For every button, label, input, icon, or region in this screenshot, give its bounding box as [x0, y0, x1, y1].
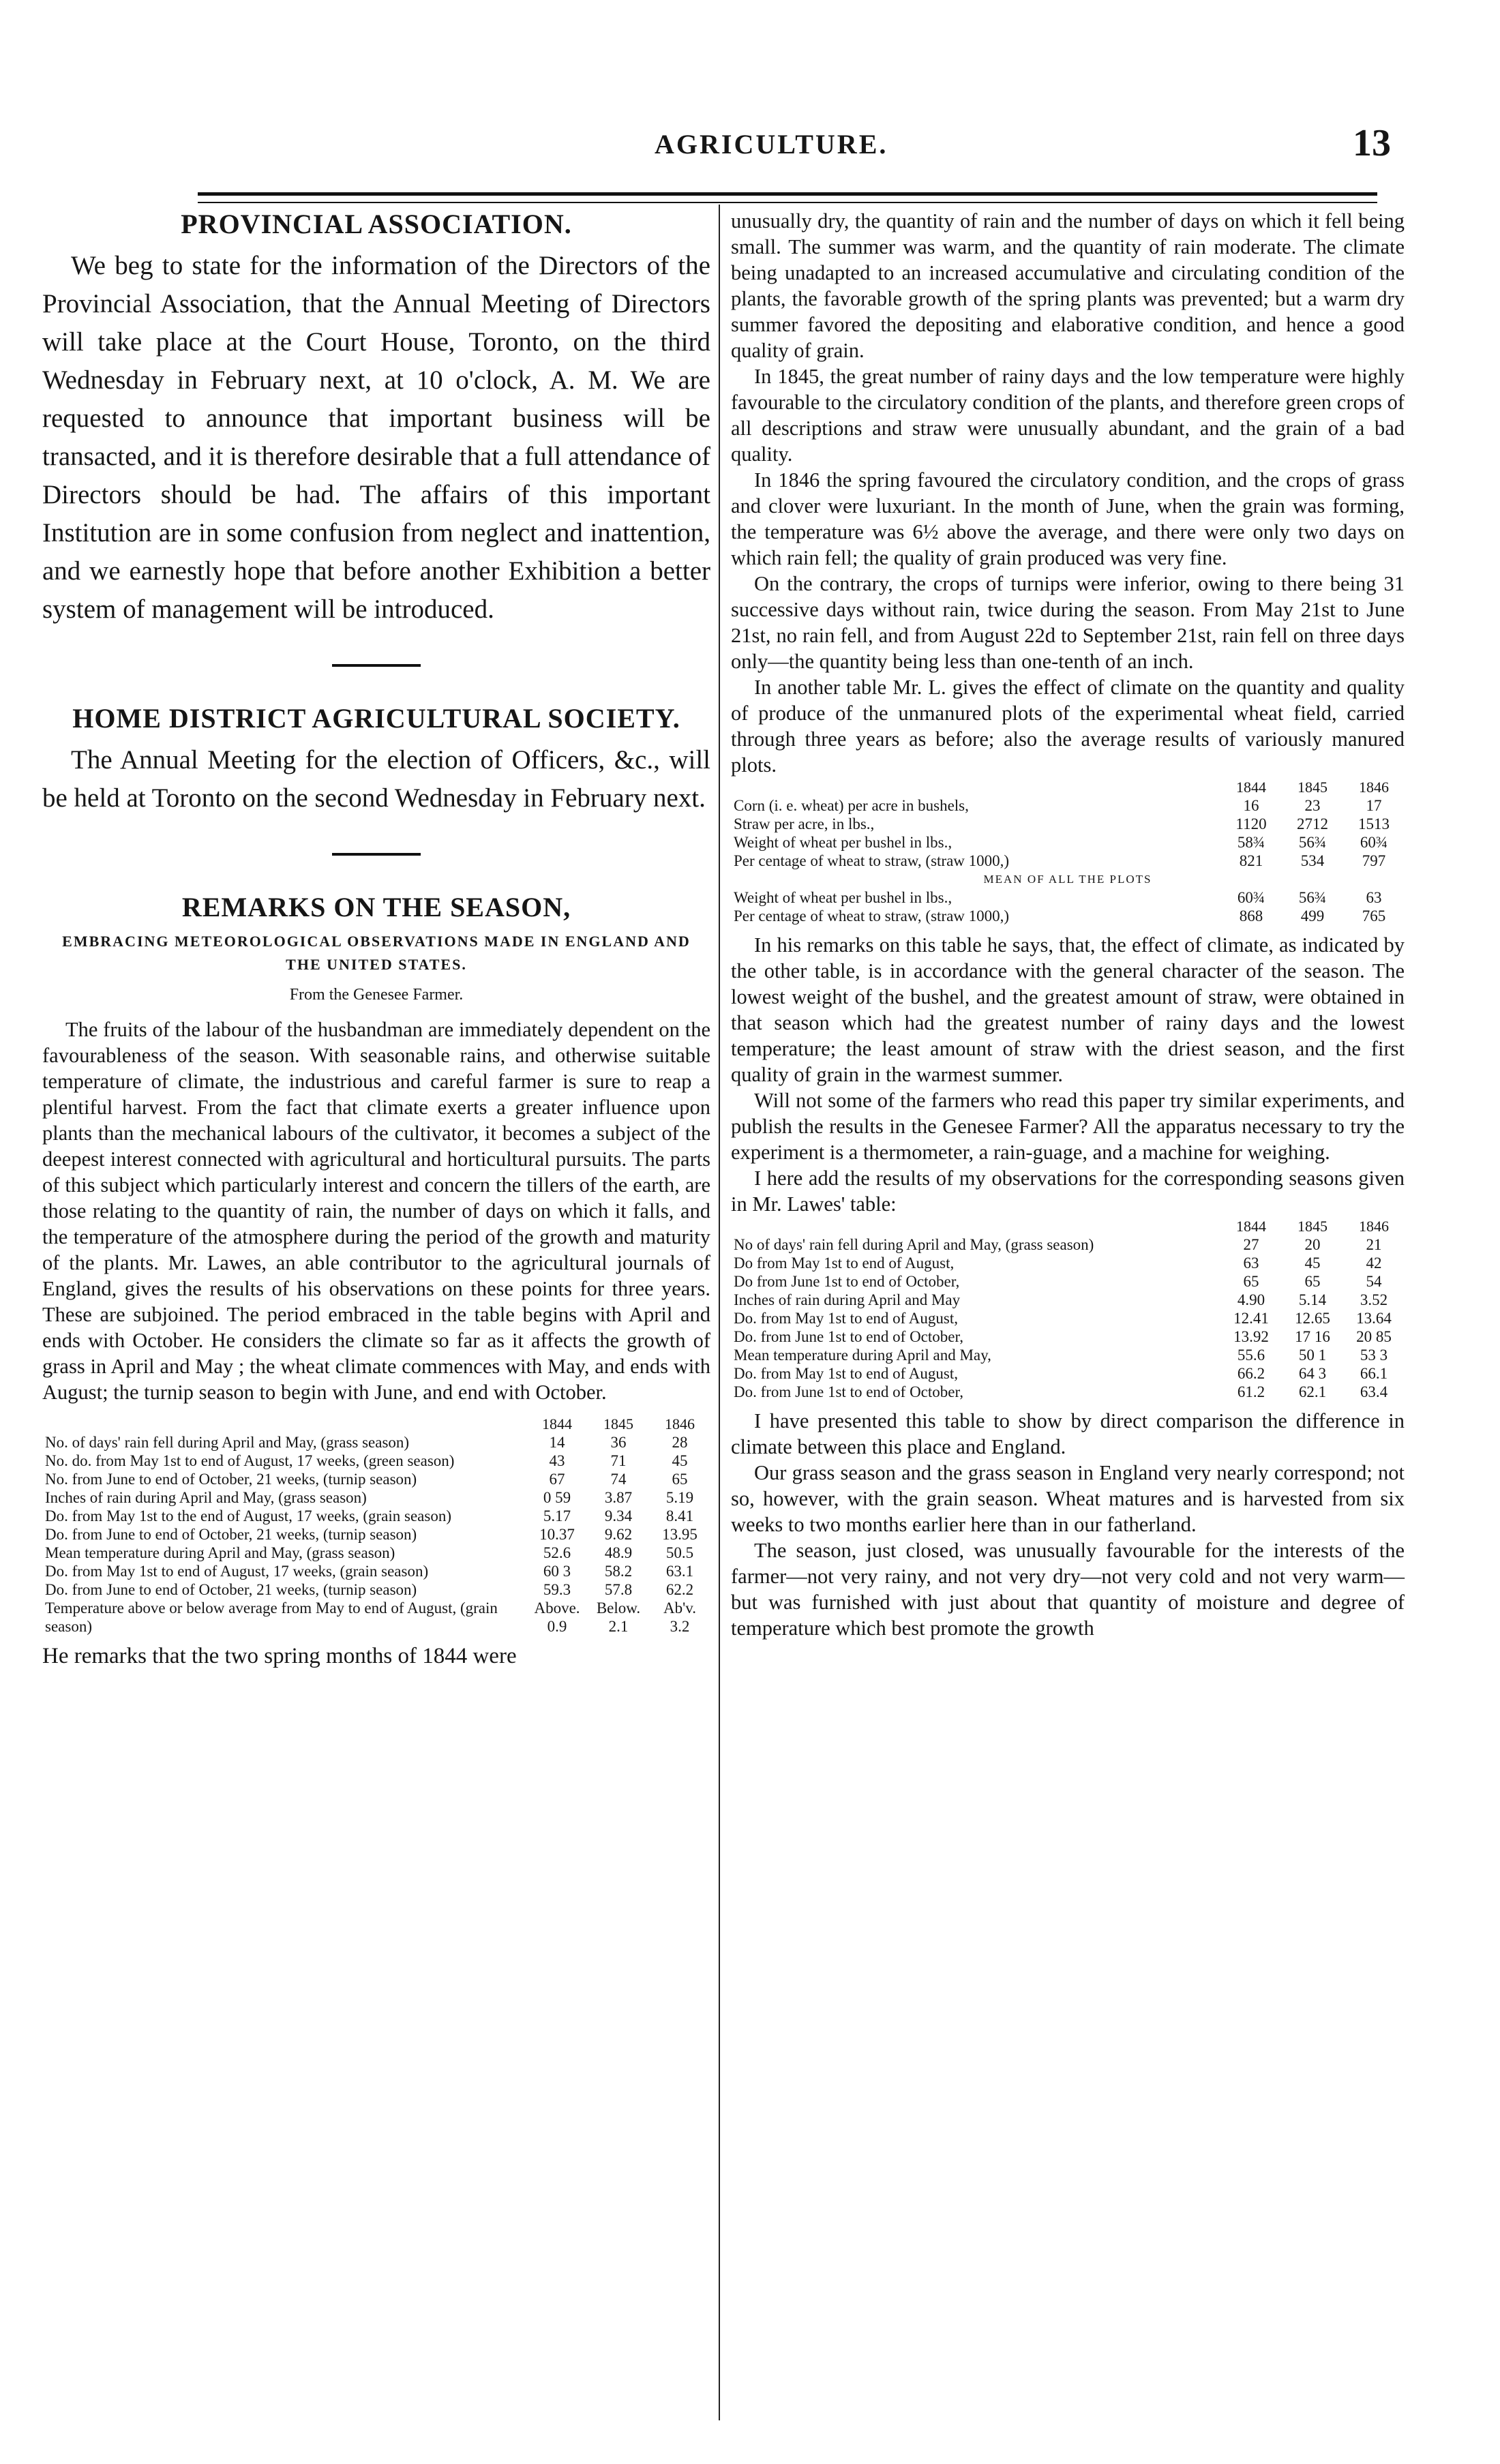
remarks-title: REMARKS ON THE SEASON,	[181, 892, 571, 922]
table-header-cell	[731, 1217, 1220, 1235]
table-row	[42, 1599, 710, 1617]
cell-1845: 62.1	[1298, 1383, 1327, 1400]
row-label: Do. from June 1st to end of October,	[734, 1328, 963, 1345]
cell-1846: 63.4	[1360, 1383, 1388, 1400]
cell-1844: 16	[1243, 797, 1259, 814]
paragraph: In his remarks on this table he says, that, the effect of climate, as indicated by the other table, is in accordance with the general character of the season. The lowest weight of the bushel, and the greatest amount of straw, were obtained in that season which had the greatest number of rainy days and the lowest temperature; the least amount of straw with the driest season, and the first quality of grain in the warmest summer.	[731, 933, 1405, 1086]
table-header-row	[731, 1217, 1405, 1235]
table-row	[731, 1254, 1405, 1272]
column-divider	[719, 205, 720, 2420]
table-row	[731, 815, 1405, 833]
cell-1845: 9.62	[604, 1526, 633, 1543]
cell-1846: 65	[672, 1471, 688, 1488]
cell-1845: 9.34	[604, 1507, 633, 1524]
table-header-row	[42, 1415, 710, 1433]
cell-1846: 21	[1366, 1236, 1382, 1253]
cell-1845: 56¾	[1298, 889, 1327, 906]
table-row	[42, 1562, 710, 1580]
remarks-closing: He remarks that the two spring months of 1844 were	[42, 1644, 517, 1668]
table-row	[42, 1433, 710, 1452]
cell-1845: 20	[1304, 1236, 1321, 1253]
cell-1846: 5.19	[665, 1489, 694, 1506]
cell-1846: 13.64	[1356, 1310, 1392, 1327]
cell-1844: 67	[549, 1471, 565, 1488]
cell-1846: 13.95	[662, 1526, 698, 1543]
cell-1845: 56¾	[1298, 834, 1327, 851]
row-label: No. do. from May 1st to end of August, 17 weeks, (green season)	[45, 1452, 455, 1469]
remarks-subtitle: EMBRACING METEOROLOGICAL OBSERVATIONS MADE IN ENGLAND AND THE UNITED STATES.	[62, 933, 691, 973]
cell-1846: 1513	[1358, 815, 1390, 832]
row-label: Do from May 1st to end of August,	[734, 1254, 955, 1272]
cell-1845: 64 3	[1298, 1365, 1327, 1382]
row-label: No. of days' rain fell during April and May, (grass season)	[45, 1434, 410, 1451]
paragraph: I here add the results of my observations for the corresponding seasons given in Mr. Lawes' table:	[731, 1167, 1405, 1216]
cell-1844: 1120	[1235, 815, 1267, 832]
paragraph: On the contrary, the crops of turnips were inferior, owing to there being 31 successive days without rain, twice during the season. From May 21st to June 21st, no rain fell, and from August 22d to September 21st, rain fell on three days only—the quantity being less than one-tenth of an inch.	[731, 572, 1405, 673]
cell-1846: 63.1	[665, 1563, 694, 1580]
cell-1845: 5.14	[1298, 1291, 1327, 1308]
paragraph: Will not some of the farmers who read this paper try similar experiments, and publish the results in the Genesee Farmer? All the apparatus necessary to try the experiment is a thermometer, a rain-guage, and a machine for weighing.	[731, 1089, 1405, 1164]
cell-1845: 2.1	[608, 1618, 629, 1635]
cell-1844: 61.2	[1237, 1383, 1265, 1400]
cell-1844: 66.2	[1237, 1365, 1265, 1382]
row-label: Straw per acre, in lbs.,	[734, 815, 875, 832]
cell-1846: 797	[1362, 852, 1386, 869]
cell-1844: 52.6	[543, 1544, 571, 1561]
table-row	[42, 1580, 710, 1599]
table-header-row	[731, 778, 1405, 796]
cell-1844: 5.17	[543, 1507, 571, 1524]
table-row	[731, 833, 1405, 852]
paragraph: The season, just closed, was unusually favourable for the interests of the farmer—not very rainy, and not very dry—not very cold and not very warm—but was furnished with just about that quantity of moisture and degree of temperature which best promote the growth	[731, 1539, 1405, 1640]
table-header-cell: 1846	[665, 1415, 695, 1432]
paragraph: In 1846 the spring favoured the circulatory condition, and the crops of grass and clover were luxuriant. In the month of June, when the grain was forming, the temperature was 6½ above the average, and there were only two days on which rain fell; the quality of grain produced was very fine.	[731, 468, 1405, 569]
paragraph: In another table Mr. L. gives the effect of climate on the quantity and quality of produce of the unmanured plots of the experimental wheat field, carried through three years as before; also the average results of variously manured plots.	[731, 676, 1405, 777]
row-label: Inches of rain during April and May, (grass season)	[45, 1489, 367, 1506]
cell-1844: 43	[549, 1452, 565, 1469]
table-row	[42, 1488, 710, 1507]
table-row	[731, 796, 1405, 815]
wheat-produce-table	[731, 778, 1405, 925]
page-number: 13	[1353, 122, 1391, 164]
row-label: Corn (i. e. wheat) per acre in bushels,	[734, 797, 969, 814]
cell-1846: 3.52	[1360, 1291, 1388, 1308]
table-row	[42, 1544, 710, 1562]
table-row	[731, 1346, 1405, 1364]
cell-1845: 65	[1304, 1273, 1321, 1290]
table-row	[731, 852, 1405, 870]
table-row	[731, 1309, 1405, 1327]
table-row	[731, 1364, 1405, 1383]
table-row	[731, 1383, 1405, 1401]
cell-1845-head: Below.	[596, 1599, 641, 1617]
home-district-body: The Annual Meeting for the election of Officers, &c., will be held at Toronto on the second Wednesday in February next.	[42, 745, 710, 813]
cell-1844: 821	[1239, 852, 1263, 869]
paragraph: In 1845, the great number of rainy days and the low temperature were highly favourable to the circulatory condition of the plants, and therefore green crops of all descriptions and straw were unusually abundant, and the grain of a bad quality.	[731, 365, 1405, 466]
remarks-paragraph: The fruits of the labour of the husbandman are immediately dependent on the favourableness of the season. With seasonable rains, and otherwise suitable temperature of climate, the industrious and careful farmer is sure to reap a plentiful harvest. From the fact that climate exerts a greater influence upon plants than the mechanical labours of the cultivator, it becomes a subject of the deepest interest connected with agricultural and horticultural pursuits. The parts of this subject which particularly interest and concern the tillers of the earth, are those relating to the quantity of rain, the number of days on which it falls, and the temperature of the atmosphere during the period of the growth and maturity of the plants. Mr. Lawes, an able contributor to the agricultural journals of England, gives the results of his observations on these points for three years. These are subjoined. The period embraced in the table begins with April and ends with October. He considers the climate so far as it affects the growth of grass in April and May ; the wheat climate commences with May, and ends with August; the turnip season to begin with June, and end with October.	[42, 1018, 710, 1404]
cell-1844: 10.37	[539, 1526, 575, 1543]
row-label: Do. from June to end of October, 21 weeks, (turnip season)	[45, 1581, 417, 1598]
provincial-title: PROVINCIAL ASSOCIATION.	[181, 209, 572, 239]
cell-1846: 60¾	[1360, 834, 1388, 851]
table-header-cell: 1845	[1298, 1218, 1328, 1235]
row-label: Per centage of wheat to straw, (straw 1000,)	[734, 907, 1010, 925]
row-label: Weight of wheat per bushel in lbs.,	[734, 834, 952, 851]
cell-1844: 60 3	[543, 1563, 571, 1580]
cell-1844: 60¾	[1237, 889, 1265, 906]
cell-1844: 868	[1239, 907, 1263, 925]
table-row	[42, 1452, 710, 1470]
cell-1846: 45	[672, 1452, 688, 1469]
cell-1846: 54	[1366, 1273, 1382, 1290]
row-label: Weight of wheat per bushel in lbs.,	[734, 889, 952, 906]
table-header-cell: 1846	[1359, 1218, 1389, 1235]
section-separator	[332, 853, 421, 856]
cell-1845: 534	[1300, 852, 1325, 869]
cell-1845: 57.8	[604, 1581, 633, 1598]
table-row	[42, 1525, 710, 1544]
cell-1844: 0 59	[543, 1489, 571, 1506]
row-label: Do from June 1st to end of October,	[734, 1273, 960, 1290]
cell-1845: 23	[1304, 797, 1321, 814]
table-subcaption-row	[731, 870, 1405, 888]
paragraph: Our grass season and the grass season in England very nearly correspond; not so, however, with the grain season. Wheat matures and is harvested from six weeks to two months earlier here than in our fatherland.	[731, 1461, 1405, 1536]
cell-1844-head: Above.	[534, 1599, 580, 1617]
table-header-cell: 1844	[542, 1415, 572, 1432]
cell-1844: 0.9	[547, 1618, 567, 1635]
cell-1845: 74	[610, 1471, 627, 1488]
cell-1846: 3.2	[670, 1618, 690, 1635]
cell-1845: 45	[1304, 1254, 1321, 1272]
table-row	[731, 888, 1405, 907]
row-label: Inches of rain during April and May	[734, 1291, 961, 1308]
row-label: Temperature above or below average from May to end of August, (grain season)	[45, 1599, 498, 1635]
row-label: Per centage of wheat to straw, (straw 1000,)	[734, 852, 1010, 869]
page-header	[55, 115, 1405, 183]
cell-1844: 63	[1243, 1254, 1259, 1272]
section-separator	[332, 664, 421, 667]
cell-1846: 765	[1362, 907, 1386, 925]
cell-1845: 36	[610, 1434, 627, 1451]
paragraph: unusually dry, the quantity of rain and the number of days on which it fell being small. The summer was warm, and the quantity of rain moderate. The climate being unadapted to an increased accumulative and circulating condition of the plants, the favorable growth of the spring plants was prevented; but a warm dry summer favored the depositing and elaborative condition, and hence a good quality of grain.	[731, 209, 1405, 362]
right-column	[731, 208, 1405, 1641]
cell-1846-head: Ab'v.	[663, 1599, 696, 1617]
table-row	[42, 1470, 710, 1488]
cell-1846: 50.5	[665, 1544, 694, 1561]
row-label: Do. from June to end of October, 21 weeks, (turnip season)	[45, 1526, 417, 1543]
table-header-cell	[731, 778, 1220, 796]
remarks-source: From the Genesee Farmer.	[289, 986, 464, 1004]
cell-1846: 66.1	[1360, 1365, 1388, 1382]
table-header-cell	[42, 1415, 526, 1433]
cell-1845: 58.2	[604, 1563, 633, 1580]
cell-1844: 65	[1243, 1273, 1259, 1290]
cell-1846: 28	[672, 1434, 688, 1451]
cell-1844: 13.92	[1233, 1328, 1269, 1345]
cell-1844: 4.90	[1237, 1291, 1265, 1308]
cell-1846: 20 85	[1356, 1328, 1392, 1345]
cell-1844: 14	[549, 1434, 565, 1451]
cell-1845: 2712	[1297, 815, 1328, 832]
cell-1846: 53 3	[1360, 1347, 1388, 1364]
table-row	[731, 1327, 1405, 1346]
table-row	[731, 907, 1405, 925]
cell-1846: 62.2	[665, 1581, 694, 1598]
cell-1845: 71	[610, 1452, 627, 1469]
table-header-cell: 1844	[1236, 779, 1266, 796]
table-subcaption: MEAN OF ALL THE PLOTS	[983, 873, 1152, 886]
home-district-title: HOME DISTRICT AGRICULTURAL SOCIETY.	[72, 703, 680, 734]
cell-1845: 499	[1300, 907, 1325, 925]
row-label: Mean temperature during April and May, (grass season)	[45, 1544, 395, 1561]
table-header-cell: 1845	[1298, 779, 1328, 796]
header-rule	[198, 192, 1377, 196]
running-title: AGRICULTURE.	[655, 129, 888, 160]
cell-1844: 27	[1243, 1236, 1259, 1253]
table-row	[42, 1507, 710, 1525]
row-label: Do. from May 1st to the end of August, 17 weeks, (grain season)	[45, 1507, 451, 1524]
cell-1846: 42	[1366, 1254, 1382, 1272]
cell-1845: 50 1	[1298, 1347, 1327, 1364]
paragraph: I have presented this table to show by direct comparison the difference in climate between this place and England.	[731, 1409, 1405, 1458]
cell-1846: 8.41	[665, 1507, 694, 1524]
lawes-climate-table	[42, 1415, 710, 1636]
local-climate-table	[731, 1217, 1405, 1401]
table-row	[731, 1291, 1405, 1309]
cell-1844: 58¾	[1237, 834, 1265, 851]
row-label: No. from June to end of October, 21 weeks, (turnip season)	[45, 1471, 417, 1488]
cell-1845: 17 16	[1295, 1328, 1330, 1345]
cell-1844: 59.3	[543, 1581, 571, 1598]
cell-1844: 12.41	[1233, 1310, 1269, 1327]
table-header-cell: 1844	[1236, 1218, 1266, 1235]
cell-1845: 12.65	[1295, 1310, 1330, 1327]
row-label: Do. from May 1st to end of August, 17 weeks, (grain season)	[45, 1563, 429, 1580]
row-label: Mean temperature during April and May,	[734, 1347, 991, 1364]
row-label: Do. from May 1st to end of August,	[734, 1310, 959, 1327]
cell-1845: 3.87	[604, 1489, 633, 1506]
row-label: No of days' rain fell during April and May, (grass season)	[734, 1236, 1094, 1253]
cell-1845: 48.9	[604, 1544, 633, 1561]
header-rule-thin	[198, 202, 1377, 203]
provincial-body: We beg to state for the information of the Directors of the Provincial Association, that the Annual Meeting of Directors will take place at the Court House, Toronto, on the third Wednesday in February next, at 10 o'clock, A. M. We are requested to announce that important business will be transacted, and it is therefore desirable that a full attendance of Directors should be had. The affairs of this important Institution are in some confusion from neglect and inattention, and we earnestly hope that before another Exhibition a better system of management will be introduced.	[42, 251, 710, 624]
table-row	[731, 1272, 1405, 1291]
table-row	[731, 1235, 1405, 1254]
table-header-cell: 1846	[1359, 779, 1389, 796]
left-column	[42, 208, 710, 1670]
row-label: Do. from May 1st to end of August,	[734, 1365, 959, 1382]
row-label: Do. from June 1st to end of October,	[734, 1383, 963, 1400]
table-header-cell: 1845	[603, 1415, 633, 1432]
cell-1844: 55.6	[1237, 1347, 1265, 1364]
cell-1846: 63	[1366, 889, 1382, 906]
cell-1846: 17	[1366, 797, 1382, 814]
